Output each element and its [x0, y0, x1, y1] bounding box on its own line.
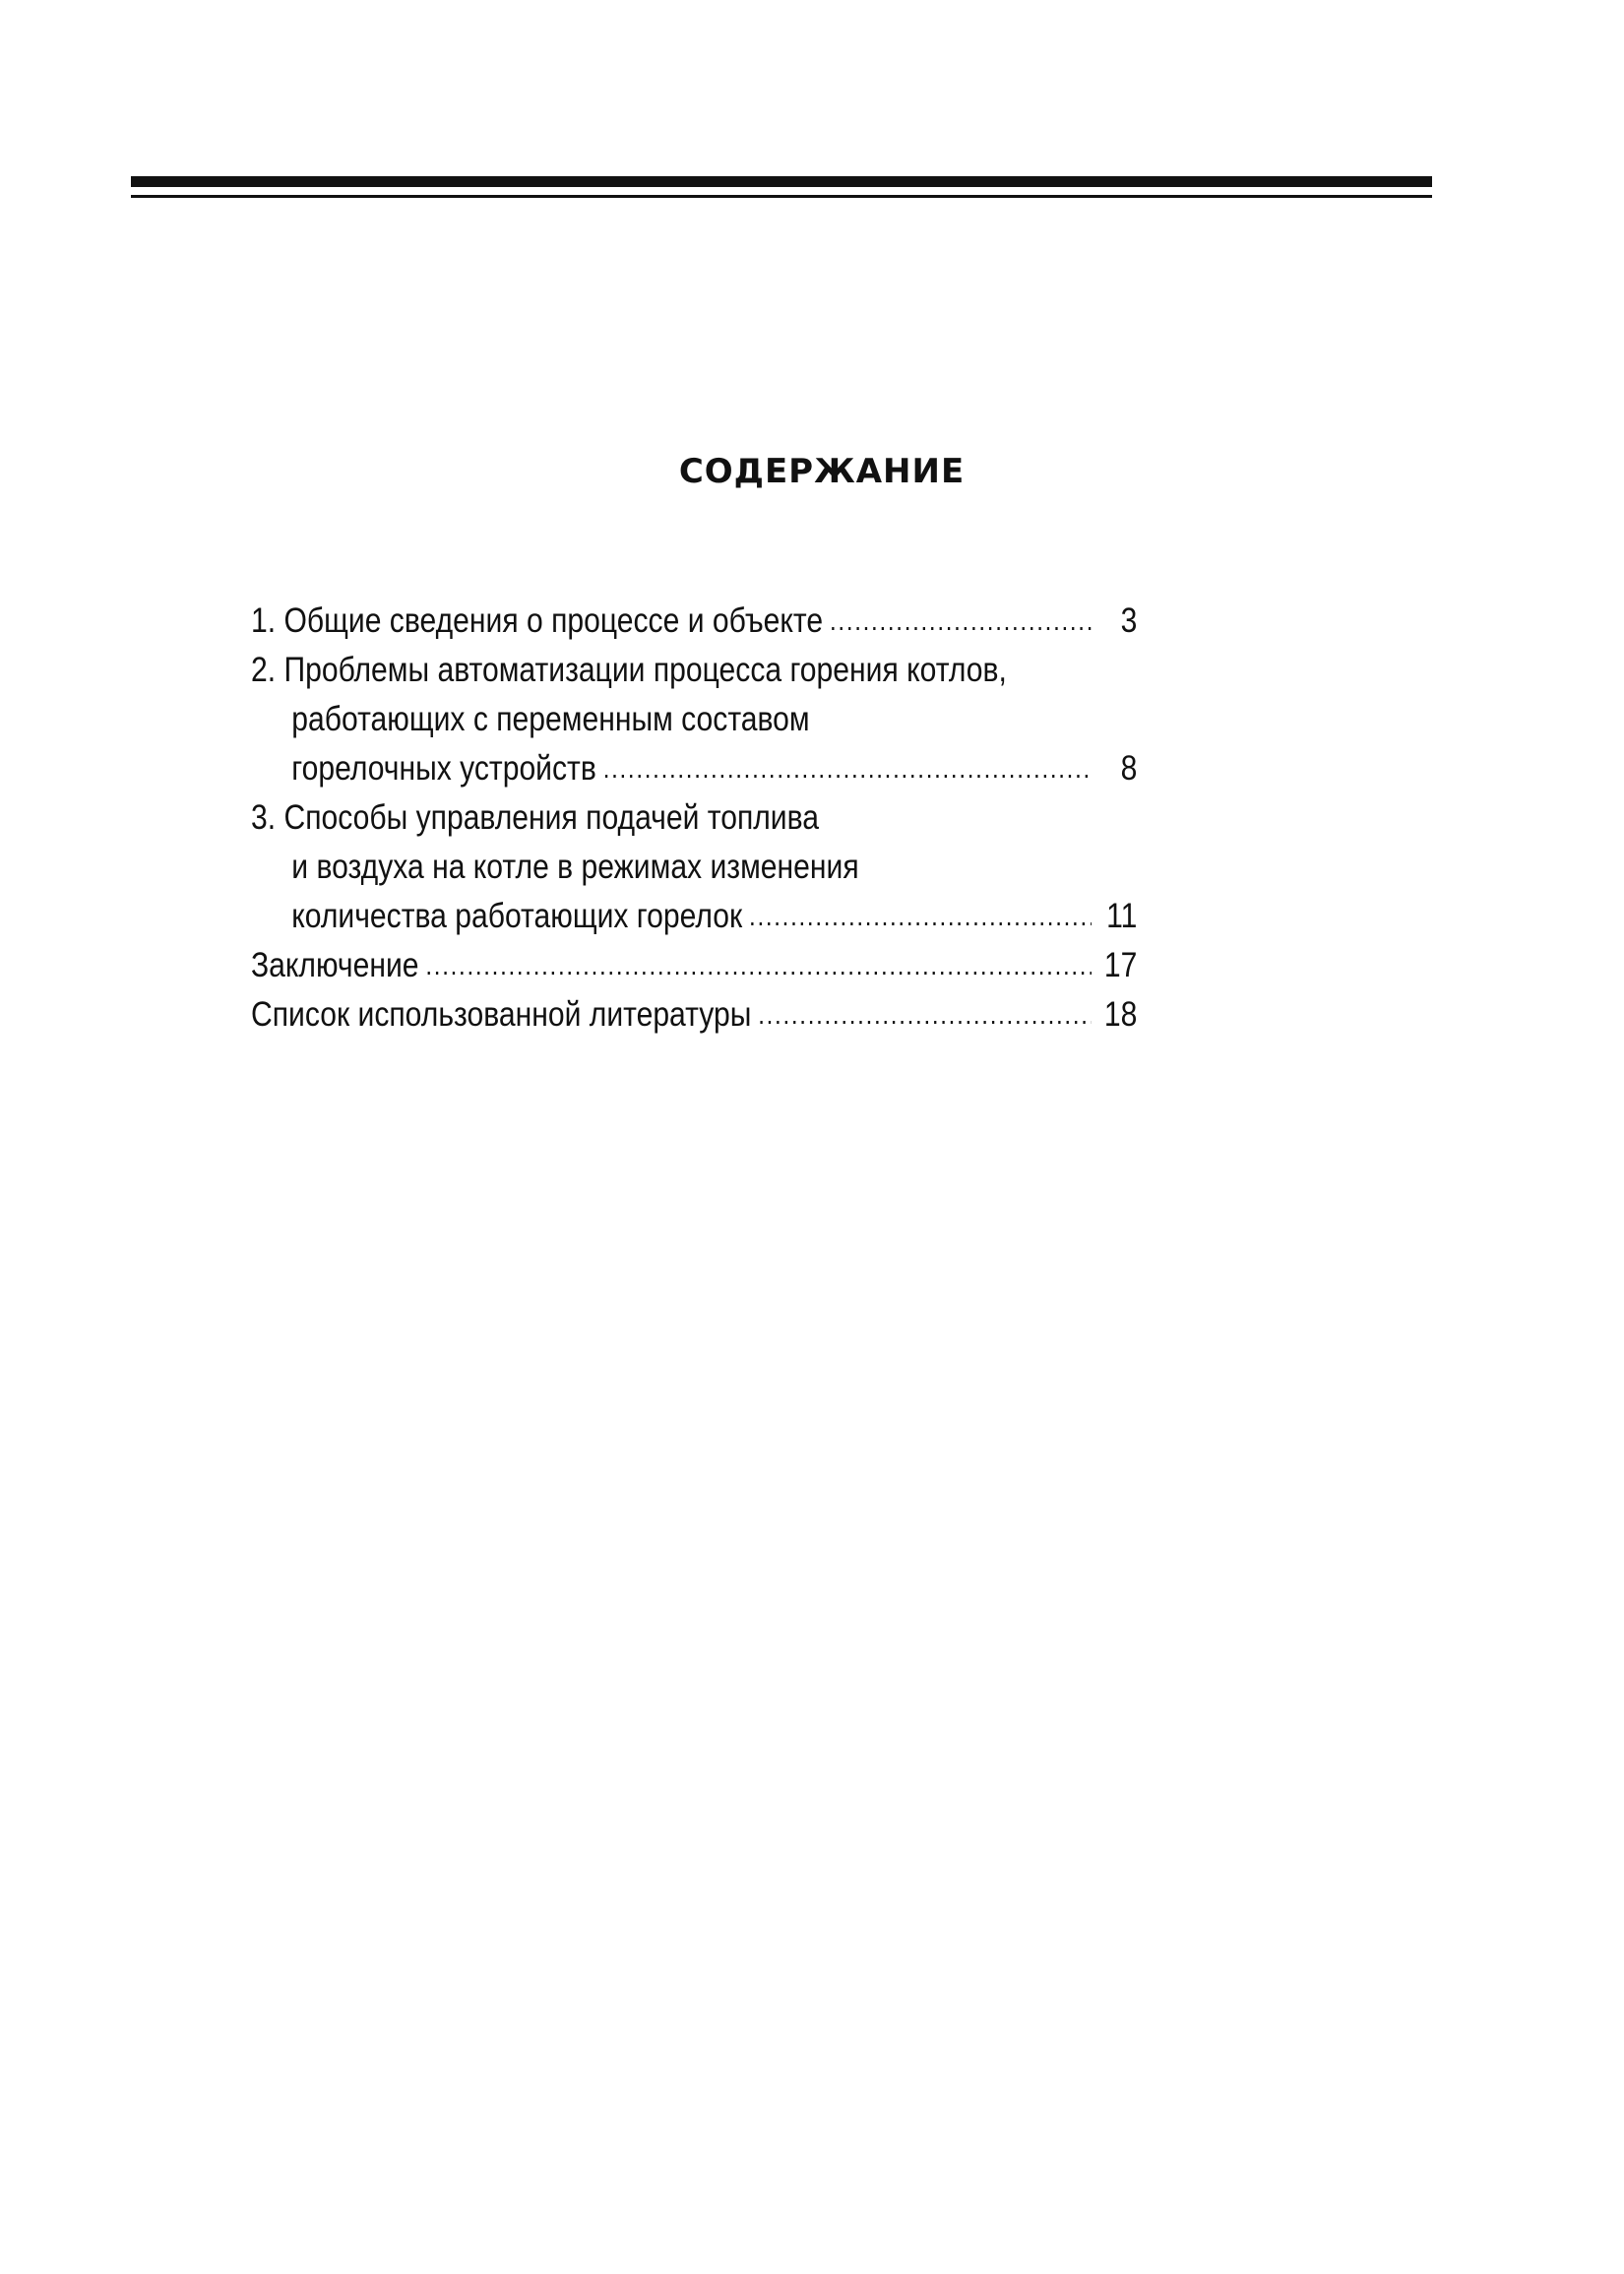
header-rule-thin	[131, 195, 1432, 198]
toc-entry-last-line	[251, 892, 1137, 941]
dot-leader	[830, 597, 1092, 646]
toc-entry-title-continued: работающих с переменным составом	[291, 700, 810, 738]
toc-page-number: 8	[1120, 749, 1138, 788]
dot-leader	[749, 892, 1092, 941]
toc-entry-2[interactable]	[251, 646, 1137, 793]
toc-entry-title: Список использованной литературы	[251, 995, 752, 1034]
toc-page-number: 3	[1120, 601, 1138, 640]
toc-entry-title-continued: количества работающих горелок	[291, 897, 743, 935]
toc-entry-3[interactable]	[251, 793, 1137, 941]
toc-entry-title-continued: и воздуха на котле в режимах изменения	[291, 848, 859, 886]
toc-entry-1[interactable]	[251, 597, 1137, 646]
page-title: СОДЕРЖАНИЕ	[678, 452, 966, 491]
table-of-contents	[251, 597, 1137, 1040]
dot-leader	[425, 941, 1092, 990]
toc-page-number: 17	[1103, 946, 1138, 984]
toc-entry-title: 1. Общие сведения о процессе и объекте	[251, 601, 824, 640]
toc-entry-last-line	[251, 744, 1137, 793]
toc-entry-title-continued: горелочных устройств	[291, 749, 596, 788]
toc-entry-4[interactable]	[251, 941, 1137, 990]
toc-entry-5[interactable]	[251, 990, 1137, 1040]
header-rule-thick	[131, 176, 1432, 187]
toc-entry-title: 2. Проблемы автоматизации процесса горения котлов,	[251, 651, 1007, 689]
toc-page-number: 11	[1106, 897, 1138, 935]
toc-entry-title: Заключение	[251, 946, 419, 984]
dot-leader	[603, 744, 1092, 793]
dot-leader	[758, 990, 1092, 1040]
toc-entry-title: 3. Способы управления подачей топлива	[251, 798, 820, 837]
toc-page-number: 18	[1103, 995, 1138, 1034]
